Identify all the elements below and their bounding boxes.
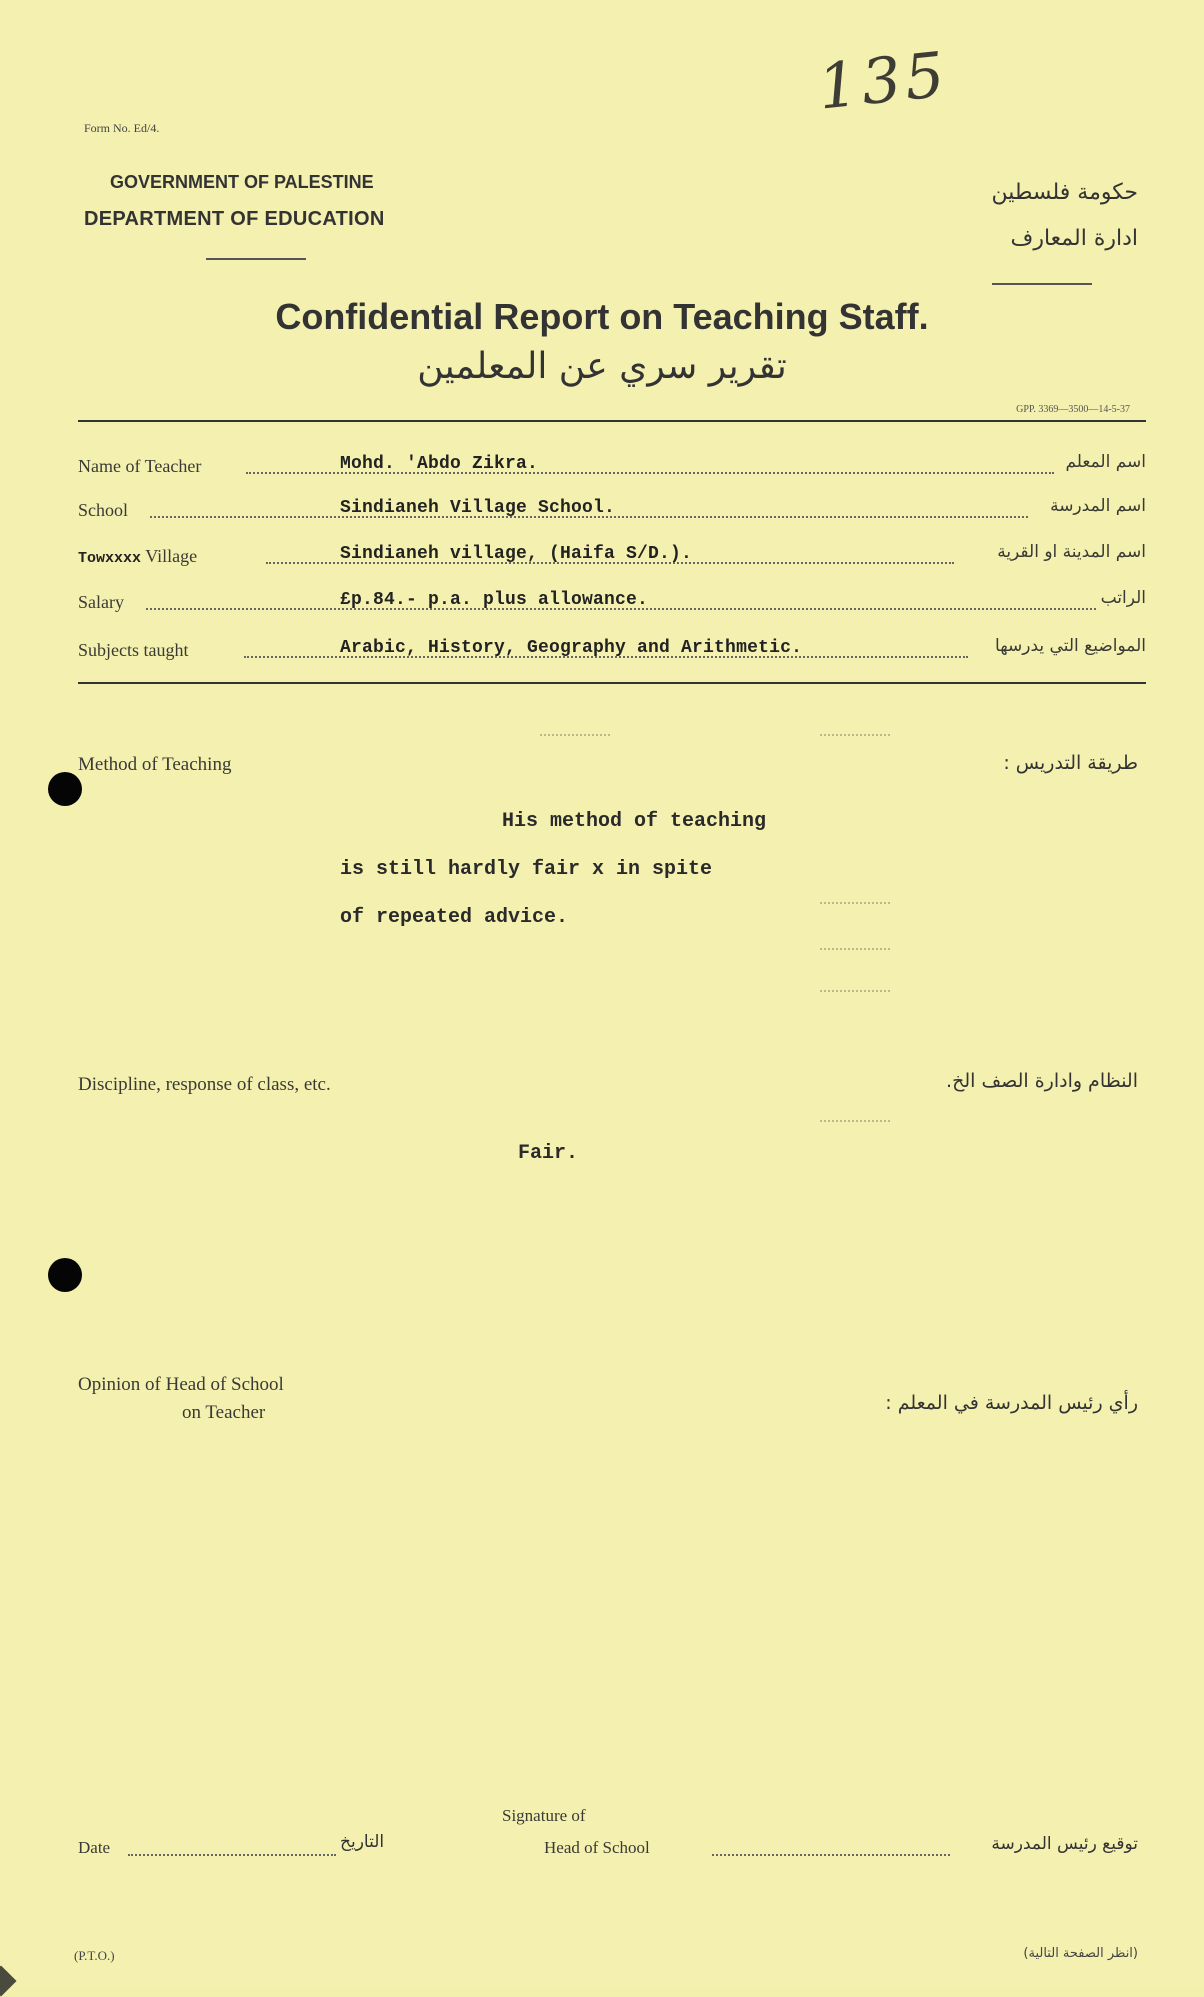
signature-fill-line [712, 1854, 950, 1856]
field-label-en [78, 546, 197, 567]
date-label-ar: التاريخ [340, 1832, 385, 1852]
method-text-line-3: of repeated advice. [340, 906, 569, 929]
report-title-ar: تقرير سري عن المعلمين [417, 346, 787, 387]
method-label-ar: طريقة التدريس : [1003, 752, 1138, 774]
field-label-en: Subjects taught [78, 640, 189, 660]
field-row-school [78, 494, 1146, 528]
field-label-ar: اسم المدرسة [1050, 496, 1146, 516]
government-heading-ar: حكومة فلسطين [991, 180, 1138, 205]
date-fill-line [128, 1854, 336, 1856]
method-text-line-2: is still hardly fair x in spite [340, 858, 713, 881]
heading-rule-en [206, 258, 306, 260]
date-label-en: Date [78, 1838, 111, 1857]
field-label-en: Name of Teacher [78, 456, 202, 476]
field-row-village [78, 540, 1146, 574]
village-label: Village [145, 546, 198, 566]
discipline-label-ar: النظام وادارة الصف الخ. [946, 1070, 1138, 1092]
struck-out-label: Towxxxx [78, 550, 142, 567]
subjects-value: Arabic, History, Geography and Arithmetic. [340, 638, 803, 658]
salary-value: £p.84.- p.a. plus allowance. [340, 590, 649, 610]
report-title-en: Confidential Report on Teaching Staff. [275, 296, 929, 337]
top-rule [78, 420, 1146, 422]
bottom-rule [78, 682, 1146, 684]
method-text-line-1: His method of teaching [502, 810, 767, 833]
field-row-subjects [78, 634, 1146, 668]
village-value: Sindianeh village, (Haifa S/D.). [340, 544, 693, 564]
school-value: Sindianeh Village School. [340, 498, 616, 518]
signature-label-line2: Head of School [544, 1838, 650, 1857]
field-row-salary [78, 586, 1146, 620]
field-label-en: School [78, 500, 129, 520]
print-code: GPP. 3369—3500—14-5-37 [1016, 404, 1130, 415]
field-label-ar: اسم المعلم [1065, 452, 1146, 472]
bleed-through-mark [820, 734, 890, 736]
opinion-label-ar: رأي رئيس المدرسة في المعلم : [885, 1392, 1138, 1414]
bleed-through-mark [820, 1120, 890, 1122]
opinion-label-en-line2: on Teacher [182, 1402, 266, 1423]
handwritten-page-number: 135 [814, 37, 952, 124]
heading-rule-ar [992, 283, 1092, 285]
discipline-label-en: Discipline, response of class, etc. [78, 1074, 331, 1095]
method-label-en: Method of Teaching [78, 754, 232, 775]
department-heading-ar: ادارة المعارف [1010, 226, 1138, 251]
signature-label-ar: توقيع رئيس المدرسة [991, 1834, 1138, 1854]
pto-ar: (انظر الصفحة التالية) [1023, 1946, 1138, 1961]
bleed-through-mark [820, 902, 890, 904]
corner-mark [0, 1965, 17, 1996]
field-row-teacher-name [78, 450, 1146, 484]
opinion-label-en-line1: Opinion of Head of School [78, 1374, 284, 1395]
discipline-value: Fair. [518, 1142, 579, 1165]
field-label-ar: الراتب [1100, 588, 1146, 608]
teacher-name-value: Mohd. 'Abdo Zikra. [340, 454, 539, 474]
department-heading-en: DEPARTMENT OF EDUCATION [84, 208, 385, 230]
punch-hole [48, 1258, 82, 1292]
signature-label-line1: Signature of [502, 1806, 586, 1825]
bleed-through-mark [820, 990, 890, 992]
punch-hole [48, 772, 82, 806]
field-label-ar: اسم المدينة او القرية [997, 542, 1146, 562]
field-label-en: Salary [78, 592, 124, 612]
bleed-through-mark [540, 734, 610, 736]
form-number: Form No. Ed/4. [84, 121, 160, 135]
pto-en: (P.T.O.) [74, 1948, 115, 1963]
government-heading-en: GOVERNMENT OF PALESTINE [110, 172, 374, 192]
field-label-ar: المواضيع التي يدرسها [995, 636, 1146, 656]
bleed-through-mark [820, 948, 890, 950]
